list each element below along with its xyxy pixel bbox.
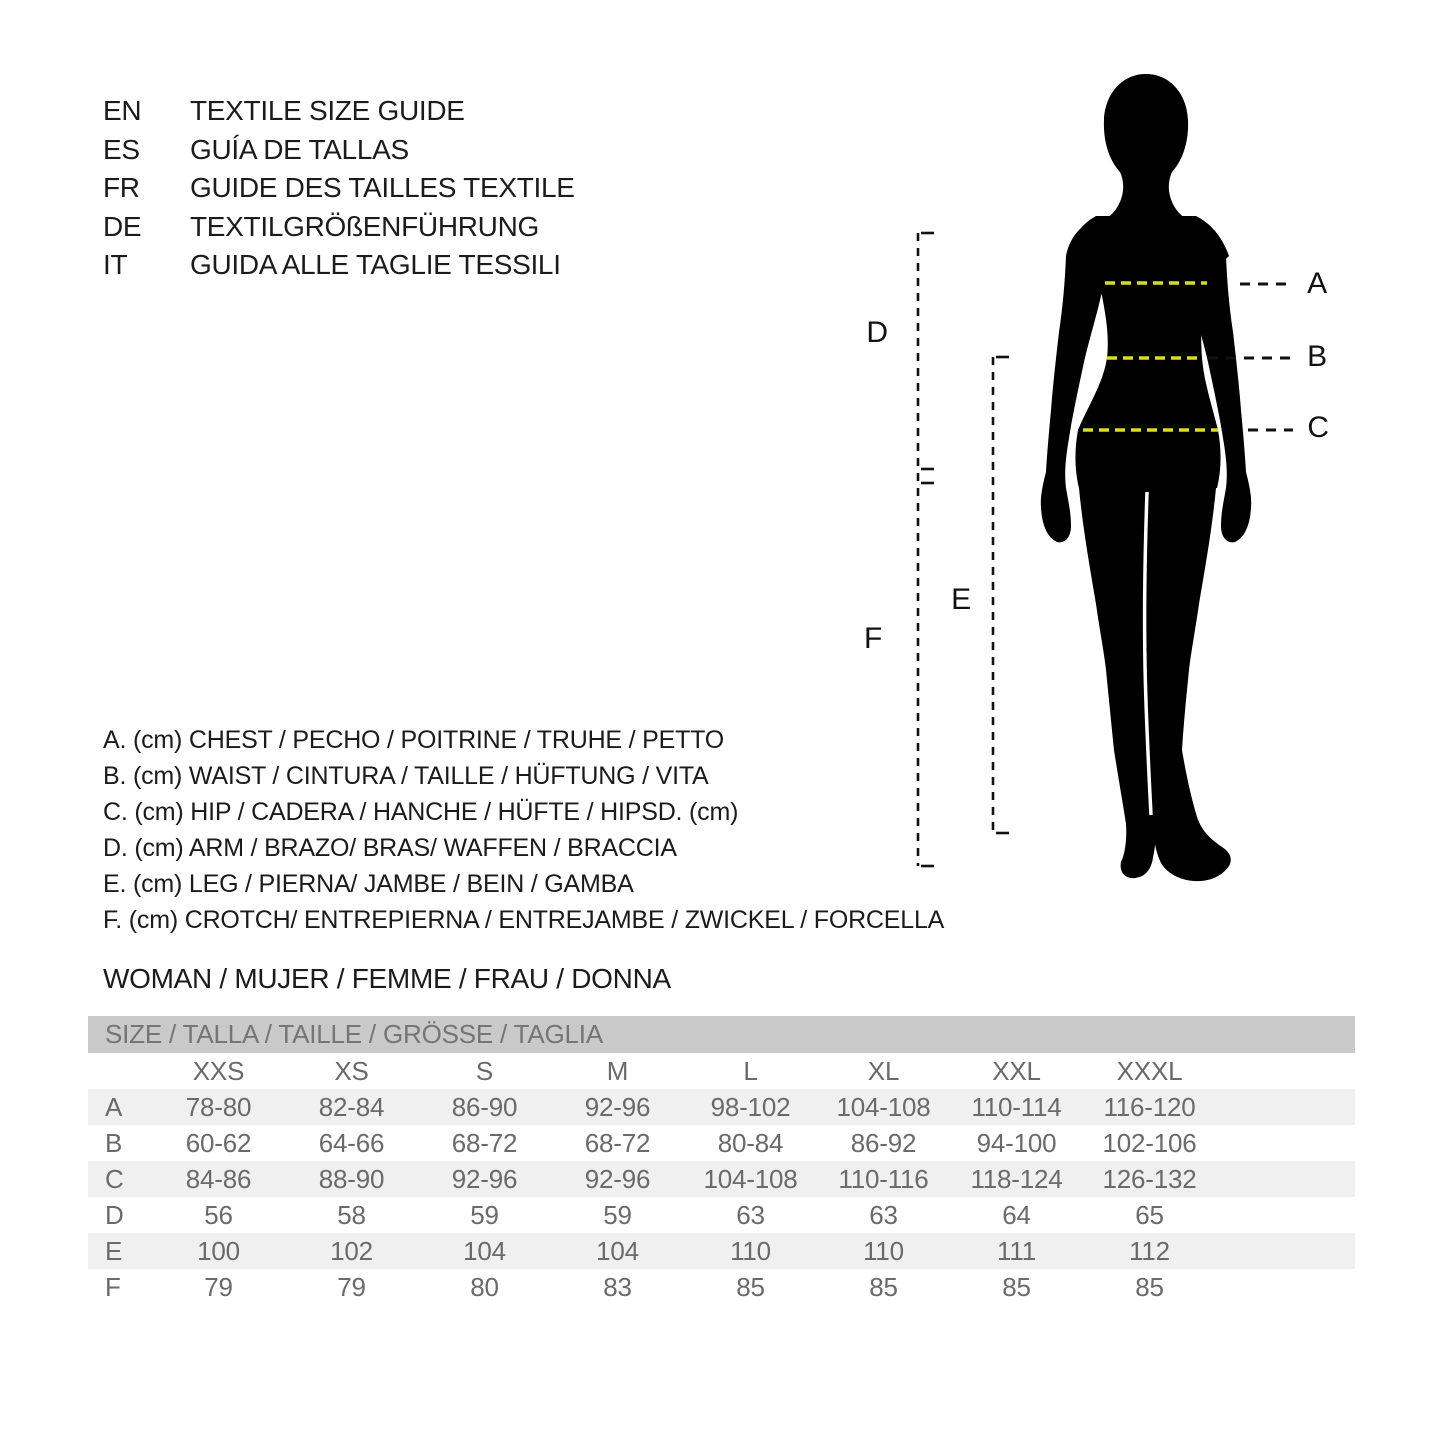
language-code: ES [103, 133, 140, 165]
row-label: F [105, 1271, 121, 1302]
cell: 86-92 [850, 1127, 917, 1158]
cell: 85 [1002, 1271, 1031, 1302]
legend-chest: A. (cm) CHEST / PECHO / POITRINE / TRUHE / PETTO [103, 726, 725, 754]
cell: 63 [869, 1199, 898, 1230]
size-table-grid [88, 1053, 1355, 1305]
cell: 110-114 [950, 1089, 1083, 1125]
filler-cell [1216, 1053, 1355, 1089]
cell: 80 [470, 1271, 499, 1302]
cell: 110 [817, 1233, 950, 1269]
cell: 85 [736, 1271, 765, 1302]
cell: 85 [869, 1271, 898, 1302]
cell: 110-116 [817, 1161, 950, 1197]
guide-title-en: TEXTILE SIZE GUIDE [190, 95, 465, 126]
cell: 83 [603, 1271, 632, 1302]
marker-arm: D [866, 316, 888, 349]
language-code: FR [103, 172, 140, 203]
legend-hip: C. (cm) HIP / CADERA / HANCHE / HÜFTE / HIPSD. (cm) [103, 798, 739, 826]
cell: 58 [337, 1199, 366, 1230]
cell: 56 [204, 1199, 233, 1230]
row-label: D [105, 1199, 124, 1230]
marker-crotch: F [863, 622, 883, 655]
guide-title-de: TEXTILGRÖßENFÜHRUNG [190, 210, 539, 242]
cell: 102 [285, 1233, 418, 1269]
cell: 104 [418, 1233, 551, 1269]
cell: 126-132 [1083, 1161, 1216, 1197]
table-row-chest [88, 1089, 1355, 1125]
cell: 79 [204, 1271, 233, 1302]
marker-hip: C [1307, 411, 1329, 444]
guide-title-it: GUIDA ALLE TAGLIE TESSILI [190, 249, 561, 280]
language-row [103, 169, 575, 208]
filler-cell [1216, 1233, 1355, 1269]
cell: 94-100 [976, 1127, 1057, 1158]
legend-arm: D. (cm) ARM / BRAZO/ BRAS/ WAFFEN / BRACCIA [103, 834, 677, 862]
filler-cell [1216, 1197, 1355, 1233]
cell: 112 [1083, 1233, 1216, 1269]
table-row-leg [88, 1233, 1355, 1269]
row-label: A [88, 1089, 152, 1125]
cell: 98-102 [684, 1089, 817, 1125]
size-table [88, 1016, 1355, 1305]
cell: 59 [603, 1199, 632, 1230]
cell: 100 [152, 1233, 285, 1269]
size-col-xxxl: XXXL [1116, 1055, 1183, 1086]
language-row [103, 246, 575, 285]
corner-cell [88, 1053, 152, 1089]
filler-cell [1216, 1125, 1355, 1161]
cell: 60-62 [185, 1127, 252, 1158]
size-col-s: S [475, 1055, 494, 1086]
cell: 82-84 [285, 1089, 418, 1125]
cell: 118-124 [950, 1161, 1083, 1197]
size-table-title-bar: SIZE / TALLA / TAILLE / GRÖSSE / TAGLIA [88, 1016, 1355, 1053]
cell: 68-72 [584, 1127, 651, 1158]
leg-ruler-line [993, 357, 1009, 833]
row-label: B [105, 1127, 123, 1158]
table-row-hip [88, 1161, 1355, 1197]
cell: 104 [551, 1233, 684, 1269]
filler-cell [1216, 1089, 1355, 1125]
language-row [103, 92, 575, 131]
marker-waist: B [1307, 340, 1327, 373]
language-code: IT [103, 249, 128, 280]
cell: 84-86 [152, 1161, 285, 1197]
cell: 92-96 [418, 1161, 551, 1197]
language-row [103, 208, 575, 247]
cell: 110 [684, 1233, 817, 1269]
row-label: C [88, 1161, 152, 1197]
filler-cell [1216, 1161, 1355, 1197]
cell: 79 [337, 1271, 366, 1302]
table-row-arm [88, 1197, 1355, 1233]
marker-chest: A [1307, 267, 1327, 300]
filler-cell [1216, 1269, 1355, 1305]
legend-waist: B. (cm) WAIST / CINTURA / TAILLE / HÜFTUNG / VITA [103, 762, 709, 790]
language-code: EN [103, 95, 142, 126]
size-col-xs: XS [334, 1055, 369, 1086]
marker-leg: E [951, 583, 971, 616]
cell: 92-96 [551, 1089, 684, 1125]
language-title-block [103, 92, 575, 285]
cell: 64 [1002, 1199, 1031, 1230]
legend-leg: E. (cm) LEG / PIERNA/ JAMBE / BEIN / GAMBA [103, 870, 634, 898]
language-code: DE [103, 210, 142, 242]
cell: 111 [950, 1233, 1083, 1269]
guide-title-es: GUÍA DE TALLAS [190, 133, 409, 165]
cell: 68-72 [451, 1127, 518, 1158]
size-col-xxs: XXS [192, 1055, 245, 1086]
woman-silhouette-icon [1041, 74, 1251, 881]
legend-crotch: F. (cm) CROTCH/ ENTREPIERNA / ENTREJAMBE / ZWICKEL / FORCELLA [103, 906, 945, 934]
size-col-xl: XL [867, 1055, 900, 1086]
cell: 102-106 [1102, 1127, 1197, 1158]
guide-title-fr: GUIDE DES TAILLES TEXTILE [190, 172, 575, 203]
cell: 85 [1135, 1271, 1164, 1302]
cell: 64-66 [318, 1127, 385, 1158]
cell: 88-90 [285, 1161, 418, 1197]
cell: 80-84 [717, 1127, 784, 1158]
cell: 104-108 [817, 1089, 950, 1125]
cell: 59 [470, 1199, 499, 1230]
size-col-m: M [606, 1055, 629, 1086]
cell: 116-120 [1083, 1089, 1216, 1125]
cell: 78-80 [152, 1089, 285, 1125]
size-col-xxl: XXL [992, 1055, 1041, 1086]
cell: 104-108 [684, 1161, 817, 1197]
cell: 92-96 [551, 1161, 684, 1197]
table-row-waist [88, 1125, 1355, 1161]
size-header-row [88, 1053, 1355, 1089]
row-label: E [88, 1233, 152, 1269]
cell: 63 [736, 1199, 765, 1230]
size-col-l: L [743, 1055, 758, 1086]
language-row [103, 131, 575, 170]
measurement-legend [103, 722, 944, 938]
cell: 86-90 [418, 1089, 551, 1125]
gender-heading: WOMAN / MUJER / FEMME / FRAU / DONNA [103, 963, 671, 994]
cell: 65 [1135, 1199, 1164, 1230]
table-row-crotch [88, 1269, 1355, 1305]
